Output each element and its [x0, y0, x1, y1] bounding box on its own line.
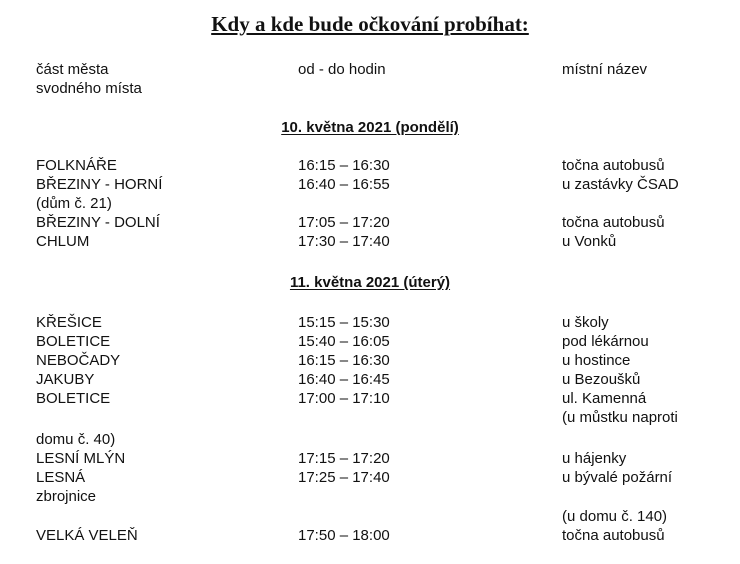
row-spot: ul. Kamenná [562, 390, 647, 407]
row-time: 17:25 – 17:40 [298, 469, 390, 486]
row-place: NEBOČADY [36, 352, 121, 369]
day-heading: 11. května 2021 (úterý) [289, 274, 451, 291]
row-place: BOLETICE [36, 390, 111, 407]
row-time: 16:40 – 16:45 [298, 371, 390, 388]
row-place: JAKUBY [36, 371, 95, 388]
row-spot: u zastávky ČSAD [562, 176, 679, 193]
row-spot: u hájenky [562, 450, 627, 467]
row-time: 17:00 – 17:10 [298, 390, 390, 407]
row-spot: u bývalé požární [562, 469, 673, 486]
row-time: 16:40 – 16:55 [298, 176, 390, 193]
row-spot: u Bezoušků [562, 371, 641, 388]
row-time: 17:50 – 18:00 [298, 527, 390, 544]
header-spot: místní název [562, 61, 648, 78]
row-time: 16:15 – 16:30 [298, 352, 390, 369]
row-time: 15:15 – 15:30 [298, 314, 390, 331]
header-place: část města [36, 61, 109, 78]
row-place: LESNÁ [36, 469, 86, 486]
row-spot: točna autobusů [562, 214, 665, 231]
row-time: 17:15 – 17:20 [298, 450, 390, 467]
row-place-cont: zbrojnice [36, 488, 97, 505]
row-place: BŘEZINY - DOLNÍ [36, 214, 160, 231]
row-place: KŘEŠICE [36, 314, 102, 331]
row-place: VELKÁ VELEŇ [36, 527, 138, 544]
row-spot: točna autobusů [562, 527, 665, 544]
page-title: Kdy a kde bude očkování probíhat: [211, 12, 529, 36]
row-place: BOLETICE [36, 333, 111, 350]
header-time: od - do hodin [298, 61, 386, 78]
row-place-cont: domu č. 40) [36, 431, 116, 448]
row-spot-cont: (u domu č. 140) [562, 508, 668, 525]
day-heading: 10. května 2021 (pondělí) [281, 119, 459, 136]
row-spot: pod lékárnou [562, 333, 649, 350]
row-place: CHLUM [36, 233, 90, 250]
row-time: 17:05 – 17:20 [298, 214, 390, 231]
row-place-cont: (dům č. 21) [36, 195, 112, 212]
row-place: BŘEZINY - HORNÍ [36, 176, 163, 193]
row-spot: u školy [562, 314, 609, 331]
row-spot: u Vonků [562, 233, 617, 250]
row-time: 17:30 – 17:40 [298, 233, 390, 250]
row-time: 16:15 – 16:30 [298, 157, 390, 174]
row-place: LESNÍ MLÝN [36, 450, 126, 467]
row-spot-cont: (u můstku naproti [562, 409, 678, 426]
row-spot: u hostince [562, 352, 631, 369]
row-time: 15:40 – 16:05 [298, 333, 390, 350]
row-spot: točna autobusů [562, 157, 665, 174]
header-place-cont: svodného místa [36, 80, 142, 97]
row-place: FOLKNÁŘE [36, 157, 117, 174]
